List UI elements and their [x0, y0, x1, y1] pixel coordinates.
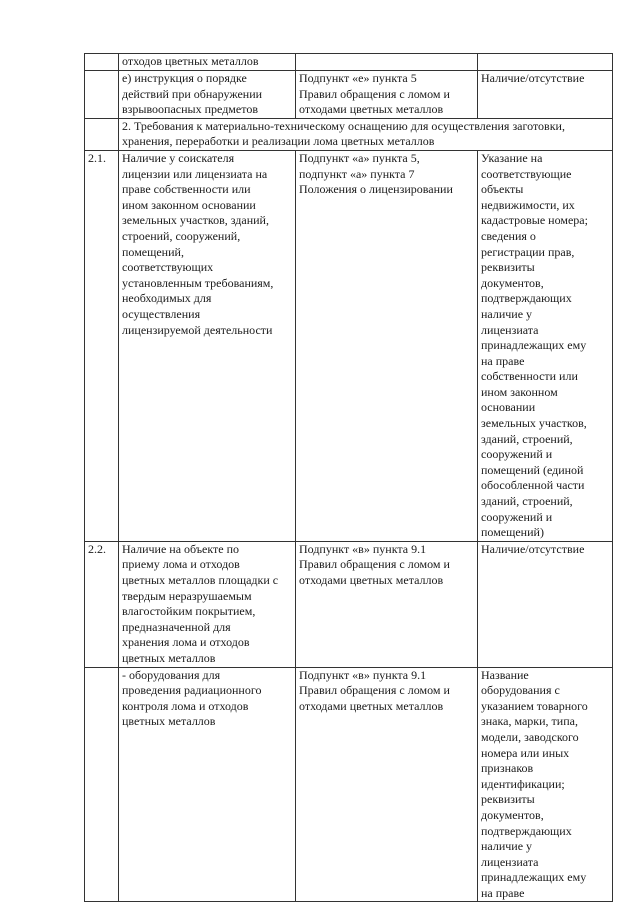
requirement-cell: Наличие у соискателя лицензии или лицензиата на праве собственности или ином законном основании земельных участков, зданий, строений, сооружений, помещений, соответствующих установленным требованиям, необходимых для осуществления лицензируемой деятельности — [119, 150, 296, 541]
legal-basis-cell: Подпункт «в» пункта 9.1 Правил обращения с ломом и отходами цветных металлов — [296, 667, 478, 902]
section-title: 2. Требования к материально-техническому оснащению для осуществления заготовки, хранения, переработки и реализации лома цветных металлов — [119, 118, 613, 150]
row-number-cell: 2.1. — [85, 150, 119, 541]
legal-basis-cell: Подпункт «в» пункта 9.1 Правил обращения с ломом и отходами цветных металлов — [296, 541, 478, 667]
table-row — [85, 150, 613, 541]
evidence-cell: Наличие/отсутствие — [478, 71, 613, 119]
row-number-cell — [85, 54, 119, 71]
legal-basis-cell: Подпункт «а» пункта 5, подпункт «а» пункта 7 Положения о лицензировании — [296, 150, 478, 541]
evidence-cell — [478, 54, 613, 71]
table-row — [85, 541, 613, 667]
row-number-cell — [85, 667, 119, 902]
section-header-row — [85, 118, 613, 150]
row-number-cell — [85, 118, 119, 150]
requirements-table — [84, 53, 613, 902]
evidence-cell: Указание на соответствующие объекты недвижимости, их кадастровые номера; сведения о регистрации прав, реквизиты документов, подтверждающих наличие у лицензиата принадлежащих ему на праве собственности или ином законном основании земельных участков, зданий, строений, сооружений и помещений (единой обособленной части зданий, строений, сооружений и помещений) — [478, 150, 613, 541]
evidence-cell: Наличие/отсутствие — [478, 541, 613, 667]
legal-basis-cell — [296, 54, 478, 71]
requirement-cell: Наличие на объекте по приему лома и отходов цветных металлов площадки с твердым неразрушаемым влагостойким покрытием, предназначенной для хранения лома и отходов цветных металлов — [119, 541, 296, 667]
table-row — [85, 71, 613, 119]
row-number-cell — [85, 71, 119, 119]
requirement-cell: - оборудования для проведения радиационного контроля лома и отходов цветных металлов — [119, 667, 296, 902]
legal-basis-cell: Подпункт «е» пункта 5 Правил обращения с ломом и отходами цветных металлов — [296, 71, 478, 119]
requirement-cell: е) инструкция о порядке действий при обнаружении взрывоопасных предметов — [119, 71, 296, 119]
table-row — [85, 667, 613, 902]
evidence-cell: Название оборудования с указанием товарного знака, марки, типа, модели, заводского номера или иных признаков идентификации; реквизиты документов, подтверждающих наличие у лицензиата принадлежащих ему на праве — [478, 667, 613, 902]
table-row — [85, 54, 613, 71]
row-number-cell: 2.2. — [85, 541, 119, 667]
requirement-cell: отходов цветных металлов — [119, 54, 296, 71]
